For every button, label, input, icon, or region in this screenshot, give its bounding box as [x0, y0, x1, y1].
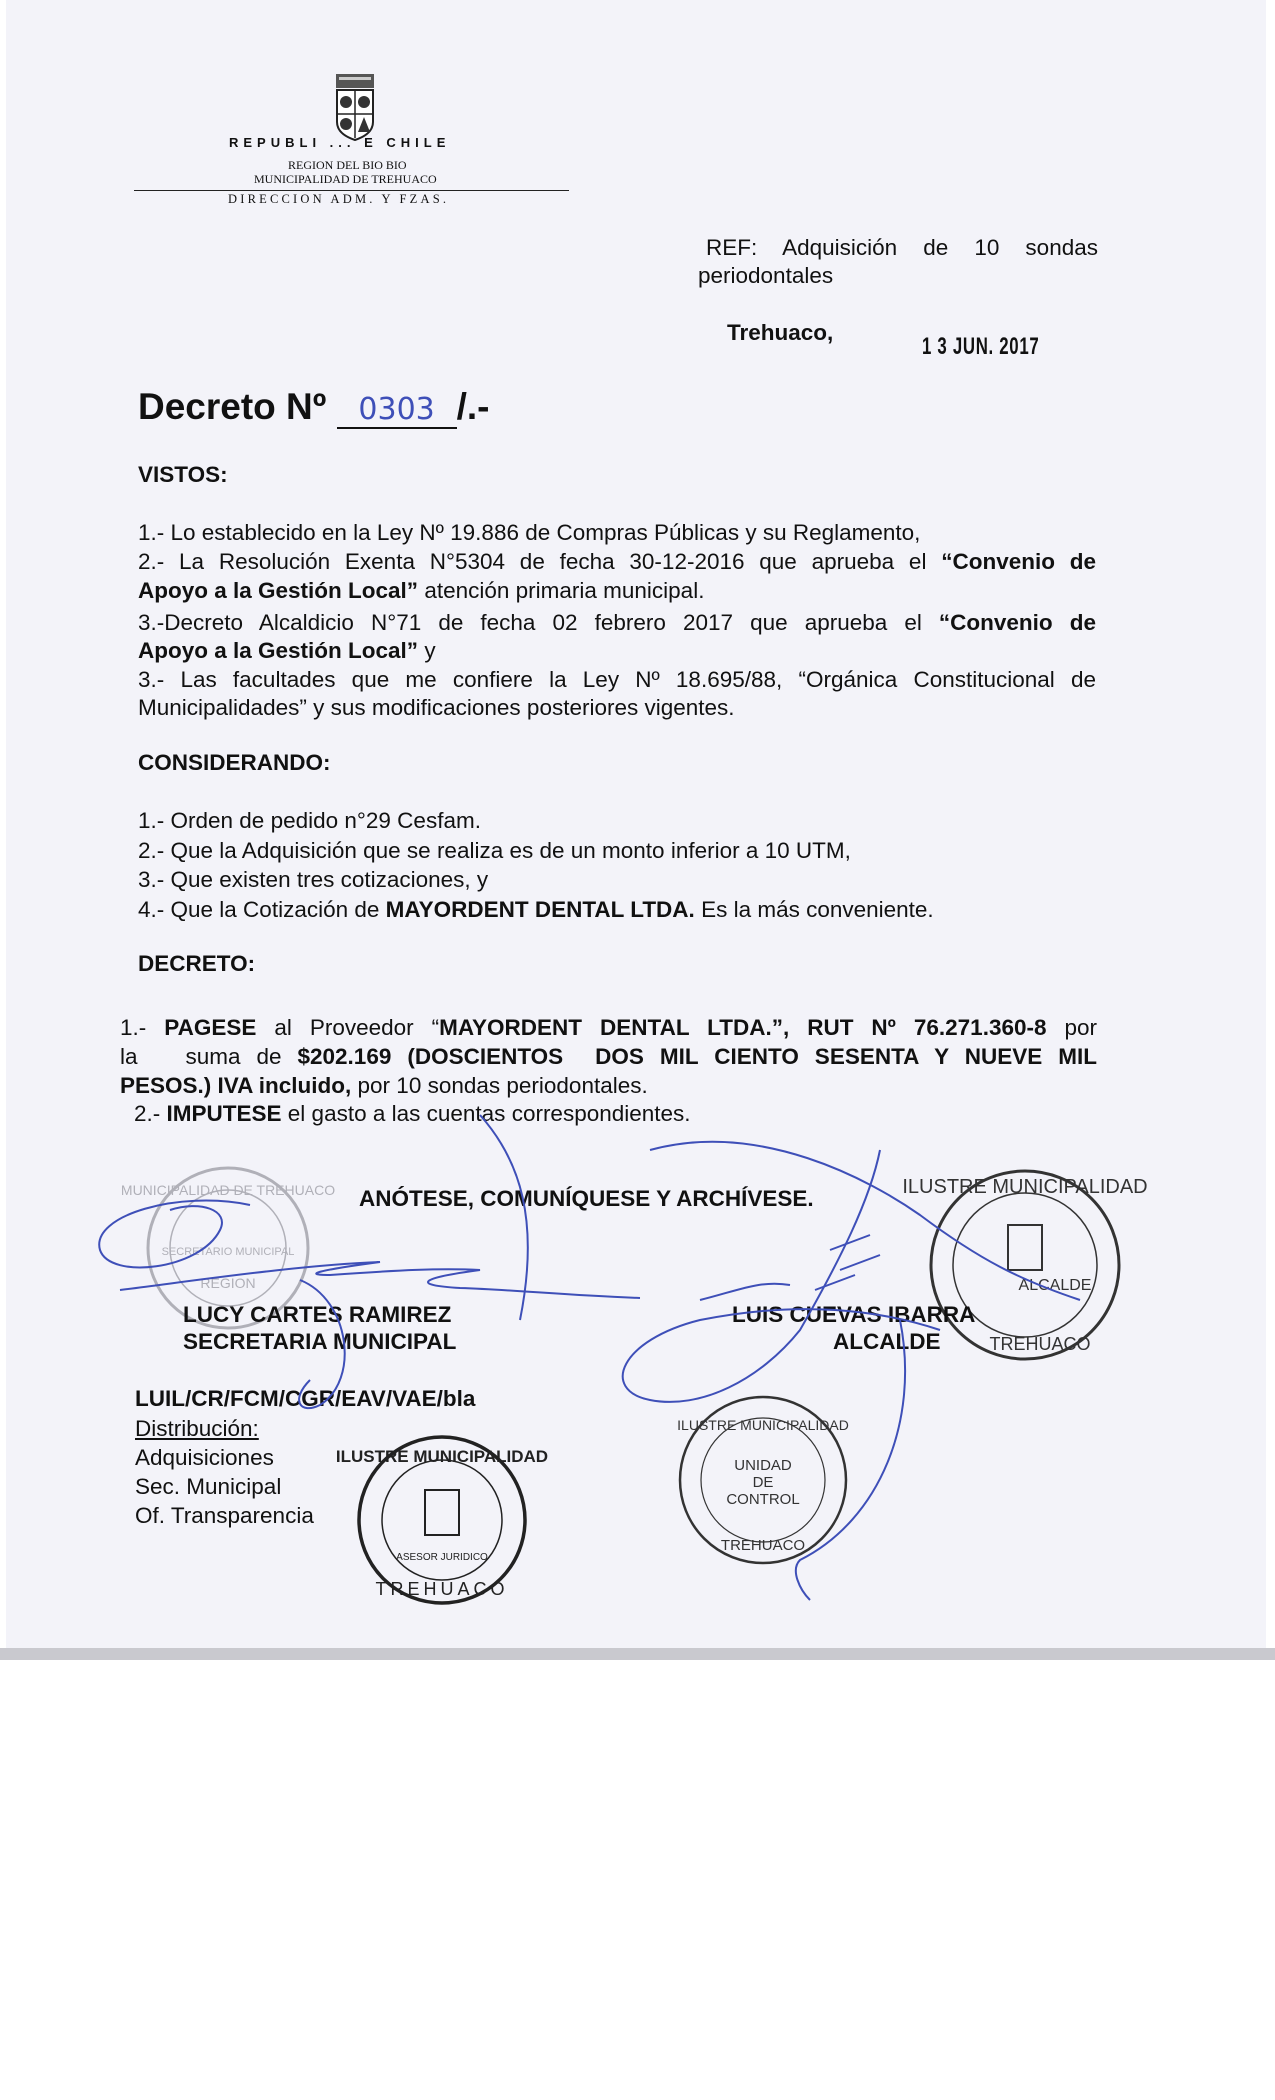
signatory-title-secretary: SECRETARIA MUNICIPAL [183, 1329, 457, 1354]
stamp-text: SECRETARIO MUNICIPAL [161, 1246, 295, 1258]
text-bold: “Convenio de [941, 549, 1096, 574]
distribution-item: Sec. Municipal [135, 1474, 282, 1499]
text-bold: “Convenio de [938, 610, 1096, 635]
text: 3.-Decreto Alcaldicio N°71 de fecha 02 febrero 2017 que aprueba el [138, 610, 939, 635]
text-bold: Apoyo a la Gestión Local” [138, 638, 419, 663]
text-bold: $202.169 (DOSCIENTOS DOS MIL CIENTO SESENTA Y NUEVE MIL [297, 1044, 1097, 1069]
stamp-text: ALCALDE [1018, 1277, 1092, 1294]
signatory-title-mayor: ALCALDE [833, 1329, 941, 1354]
decree-number: 0303 [337, 392, 457, 429]
text: la suma de [120, 1044, 298, 1069]
vistos-heading: VISTOS: [138, 462, 228, 487]
stamp-text: TREHUACO [989, 1334, 1091, 1354]
text: Es la más conveniente. [694, 897, 934, 922]
decreto-heading: DECRETO: [138, 951, 256, 976]
stamp-text: REGION [200, 1275, 256, 1291]
stamp-text: TREHUACO [720, 1537, 806, 1554]
place-label: Trehuaco, [727, 320, 834, 345]
stamp-text: MUNICIPALIDAD DE TREHUACO [120, 1182, 336, 1198]
text: el gasto a las cuentas correspondientes. [281, 1101, 691, 1126]
ref-line-2: periodontales [698, 263, 834, 288]
stamp-text: ILUSTRE MUNICIPALIDAD [902, 1176, 1148, 1198]
text: 2.- [134, 1101, 167, 1126]
decree-label: Decreto Nº [138, 386, 327, 427]
vistos-line: 1.- Lo establecido en la Ley Nº 19.886 de Compras Públicas y su Reglamento, [138, 520, 921, 545]
stamp-text: DE [752, 1474, 774, 1491]
vistos-line: 3.- Las facultades que me confiere la Ley Nº 18.695/88, “Orgánica Constitucional de [138, 667, 1096, 692]
distribution-item: Adquisiciones [135, 1445, 274, 1470]
header-region: REGION DEL BIO BIO [288, 158, 407, 172]
header-department: DIRECCION ADM. Y FZAS. [228, 192, 450, 206]
vistos-line [138, 608, 1096, 637]
vistos-line [138, 576, 1096, 605]
text: 2.- La Resolución Exenta N°5304 de fecha 30-12-2016 que aprueba el [138, 549, 942, 574]
closing-formula: ANÓTESE, COMUNÍQUESE Y ARCHÍVESE. [359, 1186, 814, 1211]
text-bold: PAGESE [164, 1015, 257, 1040]
signatory-name-secretary: LUCY CARTES RAMIREZ [183, 1302, 452, 1327]
stamp-text: ILUSTRE MUNICIPALIDAD [335, 1447, 549, 1466]
decreto-line [120, 1071, 1078, 1100]
ref-line-1: REF: Adquisición de 10 sondas [706, 235, 1098, 260]
initials-reference: LUIL/CR/FCM/CGR/EAV/VAE/bla [135, 1386, 476, 1411]
signatory-name-mayor: LUIS CUEVAS IBARRA [732, 1302, 976, 1327]
text: 1.- [120, 1015, 165, 1040]
text: al Proveedor “ [256, 1015, 440, 1040]
text-bold: Apoyo a la Gestión Local” [138, 578, 419, 603]
control-unit-stamp [677, 1397, 849, 1563]
text: atención primaria municipal. [418, 578, 705, 603]
considerando-line: 2.- Que la Adquisición que se realiza es de un monto inferior a 10 UTM, [138, 838, 851, 863]
decree-suffix: /.- [456, 386, 490, 427]
distribution-item: Of. Transparencia [135, 1503, 314, 1528]
legal-advisor-stamp [336, 1437, 548, 1603]
text: por [1046, 1015, 1097, 1040]
stamps-and-signatures [0, 1100, 1275, 1660]
header-municipality: MUNICIPALIDAD DE TREHUACO [254, 172, 437, 186]
decreto-line [120, 1013, 1097, 1042]
coat-of-arms-icon [330, 72, 380, 142]
stamp-text: CONTROL [726, 1491, 800, 1508]
text-bold: MAYORDENT DENTAL LTDA.”, RUT Nº 76.271.360-8 [439, 1015, 1047, 1040]
considerando-line: 3.- Que existen tres cotizaciones, y [138, 867, 489, 892]
decreto-line [120, 1042, 1097, 1071]
header-country: REPUBLI ... E CHILE [229, 135, 451, 150]
header-divider [134, 190, 569, 191]
date-stamp: 1 3 JUN. 2017 [922, 333, 1040, 360]
text: 4.- Que la Cotización de [138, 897, 386, 922]
considerando-heading: CONSIDERANDO: [138, 750, 331, 775]
decree-title [138, 386, 489, 429]
text: y [418, 638, 436, 663]
vistos-line [138, 636, 1096, 665]
text: por 10 sondas periodontales. [351, 1073, 648, 1098]
considerando-line: 1.- Orden de pedido n°29 Cesfam. [138, 808, 481, 833]
stamp-text: ILUSTRE MUNICIPALIDAD [677, 1417, 849, 1433]
stamp-text: TREHUACO [375, 1579, 509, 1599]
text-bold: MAYORDENT DENTAL LTDA. [385, 897, 695, 922]
vistos-line [138, 547, 1096, 576]
text-bold: IMPUTESE [166, 1101, 282, 1126]
vistos-line: Municipalidades” y sus modificaciones posteriores vigentes. [138, 695, 735, 720]
stamp-text: UNIDAD [734, 1457, 792, 1474]
distribution-heading: Distribución: [135, 1416, 259, 1441]
text-bold: PESOS.) IVA incluido, [120, 1073, 352, 1098]
considerando-line [138, 895, 1096, 924]
stamp-text: ASESOR JURIDICO [396, 1552, 488, 1563]
